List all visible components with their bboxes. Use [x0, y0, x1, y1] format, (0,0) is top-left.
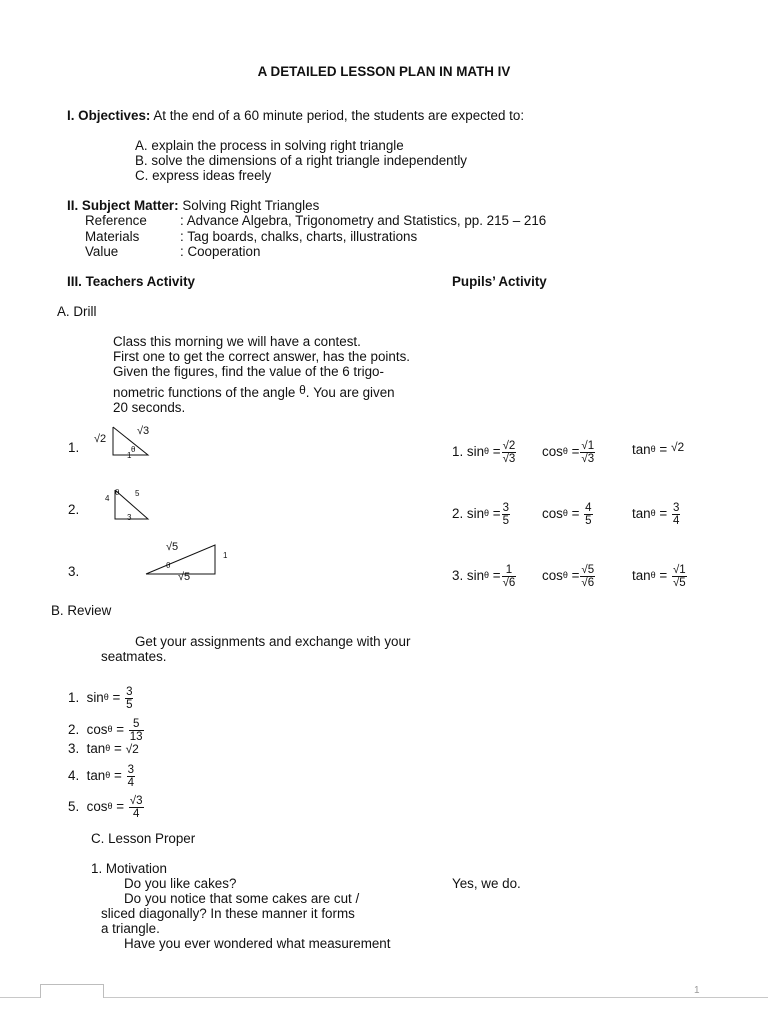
triangle-2-label-theta: θ — [115, 488, 120, 497]
triangle-2-label-hyp: 5 — [135, 489, 140, 498]
drill-answer-1 — [452, 440, 517, 465]
review-item-1 — [68, 686, 134, 711]
theta-symbol: θ — [562, 446, 568, 457]
theta-symbol: θ — [105, 743, 111, 753]
objectives-label: I. Objectives: — [67, 108, 151, 123]
fraction-denominator: 5 — [502, 515, 510, 527]
review-item-1-fraction — [125, 686, 133, 711]
equals-sign: = — [114, 768, 122, 784]
drill-line-5: 20 seconds. — [113, 400, 186, 415]
drill-item-3-number: 3. — [68, 564, 80, 579]
fraction-denominator: 13 — [129, 731, 143, 743]
equals-sign: = — [571, 444, 580, 460]
materials-key: Materials — [85, 229, 140, 244]
drill-line-4-post: . You are given — [305, 385, 395, 400]
fraction-numerator: 3 — [126, 686, 133, 698]
equals-sign: = — [114, 741, 122, 756]
review-item-fn: tan — [86, 741, 106, 756]
objective-a: A. explain the process in solving right triangle — [135, 138, 404, 153]
review-item-fn: tan — [86, 768, 106, 784]
review-item-fn: cos — [86, 799, 108, 815]
theta-symbol: θ — [562, 508, 568, 519]
review-item-number: 4. — [68, 768, 80, 784]
answer-3-tan-label: tan — [632, 568, 651, 584]
review-item-2-fraction — [129, 718, 144, 743]
theta-symbol: θ — [299, 383, 306, 397]
subject-matter-value: Solving Right Triangles — [182, 198, 320, 213]
motivation-question-2a: Do you notice that some cakes are cut / — [124, 891, 360, 906]
fraction-denominator: √6 — [502, 577, 516, 589]
drill-answer-2 — [452, 502, 511, 527]
fraction-numerator: 1 — [502, 564, 517, 577]
triangle-1-label-left: √2 — [94, 433, 107, 445]
drill-line-2: First one to get the correct answer, has the points. — [113, 349, 410, 364]
triangle-3-label-hyp: √5 — [166, 541, 179, 553]
review-item-fn: sin — [86, 690, 104, 706]
review-item-2 — [68, 718, 145, 743]
triangle-2-label-bottom: 3 — [127, 513, 132, 522]
fraction-denominator: 4 — [127, 777, 134, 789]
answer-2-number: 2. — [452, 506, 464, 522]
theta-symbol: θ — [650, 570, 656, 581]
equals-sign: = — [571, 568, 580, 584]
theta-symbol: θ — [562, 570, 568, 581]
answer-1-tan-value: √2 — [670, 440, 685, 454]
fraction-denominator: 5 — [126, 699, 133, 711]
lesson-heading: C. Lesson Proper — [91, 831, 196, 846]
theta-symbol: θ — [107, 801, 113, 812]
drill-line-1: Class this morning we will have a contest. — [113, 334, 361, 349]
equals-sign: = — [112, 690, 121, 706]
equals-sign: = — [659, 506, 668, 522]
answer-2-cos-label: cos — [542, 506, 563, 522]
answer-3-tan-fraction — [672, 564, 687, 589]
motivation-answer-1: Yes, we do. — [452, 876, 521, 891]
review-item-4 — [68, 764, 136, 789]
review-line-1: Get your assignments and exchange with your — [135, 634, 411, 649]
value-value: : Cooperation — [180, 244, 261, 259]
fraction-denominator: 5 — [585, 515, 592, 527]
review-item-4-fraction — [127, 764, 135, 789]
subject-matter-label: II. Subject Matter: — [67, 198, 179, 213]
answer-2-sin-fraction — [502, 502, 510, 527]
equals-sign: = — [659, 442, 668, 457]
motivation-question-2b: sliced diagonally? In these manner it forms — [101, 906, 355, 921]
objective-c: C. express ideas freely — [135, 168, 272, 183]
fraction-numerator: √1 — [672, 564, 686, 576]
equals-sign: = — [492, 568, 501, 584]
motivation-question-1: Do you like cakes? — [124, 876, 237, 891]
equals-sign: = — [492, 506, 501, 522]
reference-key: Reference — [85, 213, 147, 228]
page-footer-tab — [40, 984, 104, 998]
fraction-denominator: √5 — [672, 577, 686, 589]
answer-1-sin-fraction — [502, 440, 517, 465]
fraction-numerator: √5 — [581, 564, 595, 576]
answer-3-number: 3. — [452, 568, 464, 584]
value-key: Value — [85, 244, 119, 259]
equals-sign: = — [492, 444, 501, 460]
drill-item-2-number: 2. — [68, 502, 80, 517]
review-heading: B. Review — [51, 603, 112, 618]
drill-heading: A. Drill — [57, 304, 97, 319]
review-item-3 — [68, 741, 139, 757]
drill-line-4-pre: nometric functions of the angle — [113, 385, 300, 400]
objective-b: B. solve the dimensions of a right triangle independently — [135, 153, 467, 168]
objectives-line — [67, 108, 524, 123]
answer-1-tan-label: tan — [632, 442, 651, 457]
reference-value: : Advance Algebra, Trigonometry and Statistics, pp. 215 – 216 — [180, 213, 547, 228]
answer-1-cos-label: cos — [542, 444, 563, 460]
theta-symbol: θ — [650, 508, 656, 519]
triangle-2-label-left: 4 — [105, 494, 110, 503]
motivation-question-2c: a triangle. — [101, 921, 160, 936]
fraction-denominator: 4 — [132, 808, 140, 820]
theta-symbol: θ — [484, 446, 490, 457]
answer-3-sin-fraction — [502, 564, 517, 589]
pupils-activity-header: Pupils’ Activity — [452, 274, 547, 289]
equals-sign: = — [116, 722, 125, 738]
theta-symbol: θ — [650, 444, 656, 454]
subject-matter-line — [67, 198, 319, 213]
answer-2-tan-fraction — [672, 502, 680, 527]
page-number: 1 — [694, 985, 700, 996]
theta-symbol: θ — [105, 770, 111, 781]
drill-answer-1-tan — [632, 440, 684, 457]
objectives-intro: At the end of a 60 minute period, the students are expected to: — [153, 108, 525, 123]
review-item-number: 5. — [68, 799, 80, 815]
drill-line-4 — [113, 383, 395, 400]
fraction-numerator: 3 — [127, 764, 134, 776]
fraction-numerator: 3 — [672, 502, 680, 514]
teachers-activity-header: III. Teachers Activity — [67, 274, 196, 289]
document-title: A DETAILED LESSON PLAN IN MATH IV — [257, 64, 511, 79]
review-item-number: 3. — [68, 741, 80, 756]
fraction-numerator: √1 — [581, 440, 595, 452]
fraction-denominator: √6 — [581, 577, 595, 589]
drill-answer-3 — [452, 564, 517, 589]
fraction-numerator: 3 — [502, 502, 510, 514]
motivation-question-3: Have you ever wondered what measurement — [124, 936, 391, 951]
answer-3-sin-label: sin — [466, 568, 485, 584]
review-line-2: seatmates. — [101, 649, 167, 664]
answer-2-tan-label: tan — [632, 506, 651, 522]
theta-symbol: θ — [103, 692, 109, 703]
triangle-3-label-right: 1 — [223, 551, 228, 560]
answer-2-cos-fraction — [584, 502, 592, 527]
theta-symbol: θ — [107, 724, 113, 735]
triangle-3-label-theta: θ — [166, 561, 171, 570]
answer-3-cos-fraction — [580, 564, 595, 589]
answer-1-number: 1. — [452, 444, 464, 460]
triangle-1-label-bottom: 1 — [127, 451, 132, 460]
drill-answer-1-cos — [542, 440, 596, 465]
theta-symbol: θ — [484, 508, 490, 519]
fraction-numerator: √2 — [502, 440, 516, 452]
drill-item-1-number: 1. — [68, 440, 80, 455]
motivation-heading: 1. Motivation — [91, 861, 167, 876]
fraction-denominator: 4 — [672, 515, 680, 527]
review-item-3-value: √2 — [125, 742, 139, 756]
fraction-numerator: 4 — [585, 502, 592, 514]
triangle-1-label-hyp: √3 — [137, 425, 150, 437]
equals-sign: = — [116, 799, 125, 815]
triangle-3-label-bottom: √5 — [178, 571, 191, 583]
fraction-denominator: √3 — [502, 453, 516, 465]
theta-symbol: θ — [484, 570, 490, 581]
drill-answer-3-cos — [542, 564, 596, 589]
answer-1-cos-fraction — [580, 440, 595, 465]
answer-3-cos-label: cos — [542, 568, 563, 584]
fraction-numerator: √3 — [129, 795, 143, 807]
materials-value: : Tag boards, chalks, charts, illustrations — [180, 229, 418, 244]
drill-answer-2-tan — [632, 502, 681, 527]
answer-2-sin-label: sin — [466, 506, 485, 522]
fraction-denominator: √3 — [581, 453, 595, 465]
equals-sign: = — [571, 506, 580, 522]
fraction-numerator: 5 — [129, 718, 144, 731]
page-footer-line — [0, 997, 768, 998]
triangle-1-label-theta: θ — [131, 445, 136, 454]
review-item-5-fraction — [129, 795, 144, 820]
drill-answer-3-tan — [632, 564, 688, 589]
drill-line-3: Given the figures, find the value of the 6 trigo- — [113, 364, 384, 379]
drill-answer-2-cos — [542, 502, 594, 527]
review-item-5 — [68, 795, 145, 820]
answer-1-sin-label: sin — [466, 444, 485, 460]
review-item-fn: cos — [86, 722, 108, 738]
review-item-number: 1. — [68, 690, 80, 706]
equals-sign: = — [659, 568, 668, 584]
review-item-number: 2. — [68, 722, 80, 738]
